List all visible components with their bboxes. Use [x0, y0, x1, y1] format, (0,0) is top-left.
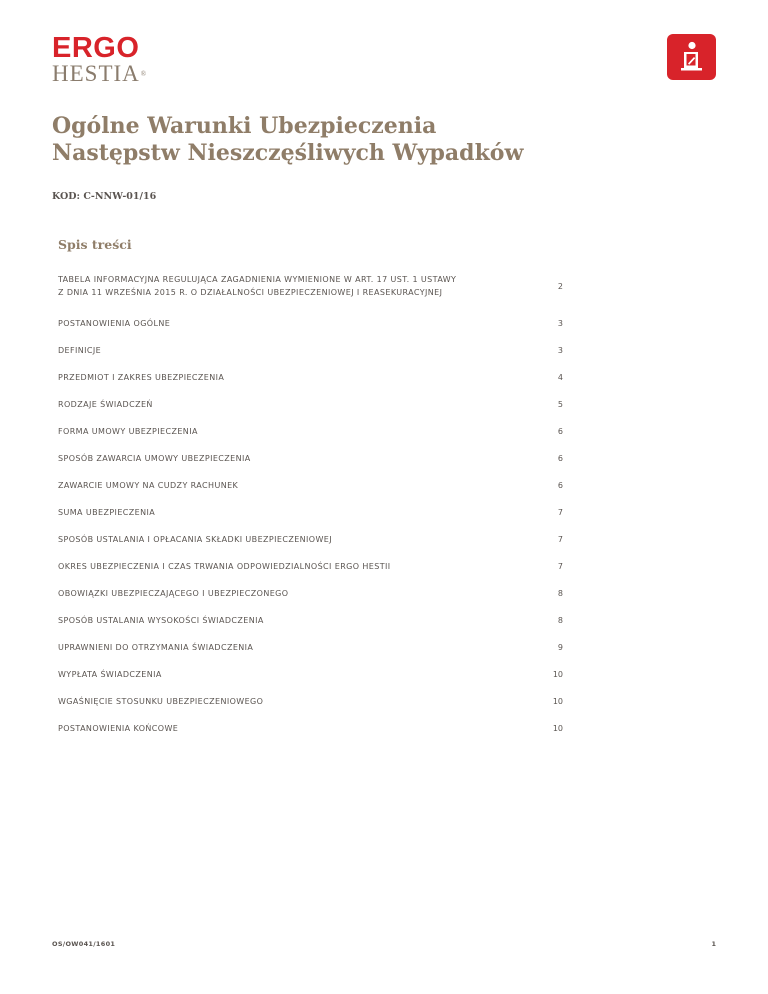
toc-item-label-line-2: Z DNIA 11 WRZEŚNIA 2015 R. O DZIAŁALNOŚCI UBEZPIECZENIOWEJ I REASEKURACYJNEJ: [58, 288, 443, 297]
toc-item[interactable]: [58, 364, 563, 391]
toc-item[interactable]: [58, 526, 563, 553]
toc-item-page: 7: [557, 562, 563, 571]
toc-item-page: 7: [557, 535, 563, 544]
toc-item-label: SUMA UBEZPIECZENIA: [58, 508, 156, 517]
ergo-hestia-logo: [52, 34, 152, 85]
toc-item[interactable]: [58, 580, 563, 607]
toc-item-label: SPOSÓB USTALANIA I OPŁACANIA SKŁADKI UBEZPIECZENIOWEJ: [58, 535, 333, 544]
toc-item-page: 2: [557, 281, 563, 291]
logo-ergo-text: ERGO: [52, 32, 140, 64]
toc-item-page: 10: [552, 670, 563, 679]
toc-item-page: 10: [552, 697, 563, 706]
toc-item-page: 3: [557, 319, 563, 328]
toc-item[interactable]: [58, 418, 563, 445]
toc-item[interactable]: [58, 634, 563, 661]
toc-item-page: 10: [552, 724, 563, 733]
toc-item-page: 6: [557, 481, 563, 490]
toc-item-label: RODZAJE ŚWIADCZEŃ: [58, 400, 153, 409]
toc-item-page: 8: [557, 616, 563, 625]
toc-item-page: 9: [557, 643, 563, 652]
person-reading-icon: [667, 34, 716, 80]
toc-item-page: 3: [557, 346, 563, 355]
toc-item[interactable]: [58, 607, 563, 634]
toc-item[interactable]: [58, 499, 563, 526]
toc-item[interactable]: [58, 262, 563, 310]
toc-item[interactable]: [58, 715, 563, 742]
footer-page-number: 1: [711, 940, 716, 948]
toc-item-label: FORMA UMOWY UBEZPIECZENIA: [58, 427, 198, 436]
toc-item-label: WGAŚNIĘCIE STOSUNKU UBEZPIECZENIOWEGO: [58, 697, 264, 706]
toc-item-page: 6: [557, 454, 563, 463]
toc-item[interactable]: [58, 553, 563, 580]
toc-item-label: SPOSÓB ZAWARCIA UMOWY UBEZPIECZENIA: [58, 454, 251, 463]
toc-item-label: PRZEDMIOT I ZAKRES UBEZPIECZENIA: [58, 373, 225, 382]
toc-item-page: 7: [557, 508, 563, 517]
toc-item-page: 5: [557, 400, 563, 409]
toc-item-label: OBOWIĄZKI UBEZPIECZAJĄCEGO I UBEZPIECZONEGO: [58, 589, 289, 598]
toc-item[interactable]: [58, 472, 563, 499]
toc-item-label: DEFINICJE: [58, 346, 102, 355]
title-line-2: Następstw Nieszczęśliwych Wypadków: [52, 140, 524, 166]
toc-item-label: SPOSÓB USTALANIA WYSOKOŚCI ŚWIADCZENIA: [58, 616, 264, 625]
toc-item-label: POSTANOWIENIA KOŃCOWE: [58, 724, 179, 733]
toc-heading: Spis treści: [58, 237, 132, 252]
toc-item[interactable]: [58, 445, 563, 472]
toc-item-label: OKRES UBEZPIECZENIA I CZAS TRWANIA ODPOWIEDZIALNOŚCI ERGO HESTII: [58, 562, 391, 571]
toc-item[interactable]: [58, 661, 563, 688]
title-line-1: Ogólne Warunki Ubezpieczenia: [52, 113, 437, 139]
toc-item-label: UPRAWNIENI DO OTRZYMANIA ŚWIADCZENIA: [58, 643, 254, 652]
toc-item-page: 8: [557, 589, 563, 598]
toc-item-page: 4: [557, 373, 563, 382]
toc-item-label: ZAWARCIE UMOWY NA CUDZY RACHUNEK: [58, 481, 239, 490]
toc-item-label: WYPŁATA ŚWIADCZENIA: [58, 670, 162, 679]
logo-hestia-word: HESTIA: [52, 61, 140, 86]
logo-hestia-text: [52, 63, 152, 85]
toc-item[interactable]: [58, 688, 563, 715]
toc-item-label: [58, 273, 456, 299]
product-badge: [667, 34, 716, 80]
toc-item[interactable]: [58, 391, 563, 418]
toc-item[interactable]: [58, 310, 563, 337]
toc-item[interactable]: [58, 337, 563, 364]
registered-mark: ®: [140, 70, 148, 78]
document-code: KOD: C-NNW-01/16: [52, 191, 157, 202]
toc-item-label: POSTANOWIENIA OGÓLNE: [58, 319, 171, 328]
footer-document-code: OS/OW041/1601: [52, 940, 116, 948]
toc-item-page: 6: [557, 427, 563, 436]
toc-item-label-line-1: TABELA INFORMACYJNA REGULUJĄCA ZAGADNIENIA WYMIENIONE W ART. 17 UST. 1 USTAWY: [58, 275, 457, 284]
table-of-contents: [58, 262, 563, 742]
document-title: [52, 113, 652, 167]
